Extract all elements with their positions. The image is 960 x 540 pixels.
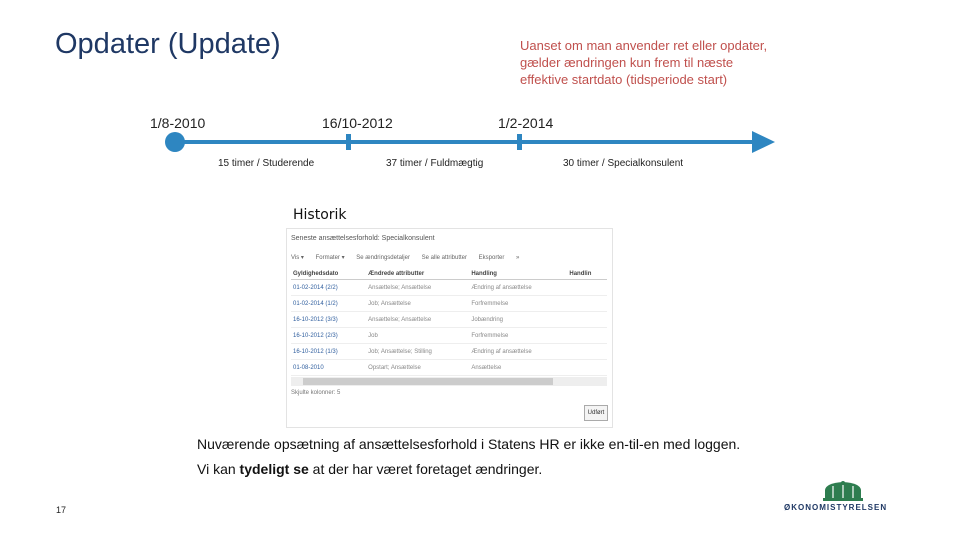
timeline-date: 16/10-2012 xyxy=(322,115,393,131)
note-line: Uanset om man anvender ret eller opdater, xyxy=(520,38,768,53)
timeline-arrowhead xyxy=(752,131,775,153)
timeline-date: 1/2-2014 xyxy=(498,115,554,131)
history-heading: Historik xyxy=(293,207,347,223)
timeline-tick-marker xyxy=(517,134,522,150)
table-cell[interactable]: 16-10-2012 (2/3) xyxy=(291,328,366,344)
timeline-tick-marker xyxy=(346,134,351,150)
history-caption: Seneste ansættelsesforhold: Specialkonsulent xyxy=(291,235,435,242)
horizontal-scrollbar[interactable] xyxy=(291,377,607,386)
table-row[interactable] xyxy=(291,296,607,312)
note-line: gælder ændringen kun frem til næste xyxy=(520,55,734,70)
table-cell[interactable]: 01-08-2010 xyxy=(291,360,366,376)
done-button[interactable]: Udført xyxy=(584,405,608,421)
change-details-button[interactable]: Se ændringsdetaljer xyxy=(356,255,410,261)
table-row[interactable] xyxy=(291,328,607,344)
table-row[interactable] xyxy=(291,312,607,328)
scrollbar-thumb[interactable] xyxy=(303,378,553,385)
column-header[interactable]: Handling xyxy=(469,268,567,280)
table-cell: Ændring af ansættelse xyxy=(469,280,567,296)
table-cell xyxy=(567,312,607,328)
table-cell: Ansættelse xyxy=(469,360,567,376)
table-cell[interactable]: 16-10-2012 (1/3) xyxy=(291,344,366,360)
table-cell: Ansættelse; Ansættelse xyxy=(366,280,469,296)
body-text-line: Nuværende opsætning af ansættelsesforhold i Statens HR er ikke en-til-en med loggen. xyxy=(197,436,741,452)
column-header[interactable]: Gyldighedsdato xyxy=(291,268,366,280)
table-cell: Ansættelse; Ansættelse xyxy=(366,312,469,328)
body-text: Vi kan xyxy=(197,461,240,477)
timeline-period: 15 timer / Studerende xyxy=(218,158,315,169)
export-button[interactable]: Eksporter xyxy=(478,255,505,261)
table-cell: Job xyxy=(366,328,469,344)
table-row[interactable] xyxy=(291,360,607,376)
logo xyxy=(780,480,910,516)
body-emphasis: tydeligt se xyxy=(239,461,309,477)
all-attributes-button[interactable]: Se alle attributter xyxy=(421,255,467,261)
table-cell xyxy=(567,280,607,296)
timeline-period: 30 timer / Specialkonsulent xyxy=(563,158,684,169)
timeline-period: 37 timer / Fuldmægtig xyxy=(386,158,484,169)
format-menu[interactable]: Formater ▾ xyxy=(315,255,345,261)
table-cell: Ændring af ansættelse xyxy=(469,344,567,360)
body-text: at der har været foretaget ændringer. xyxy=(308,461,543,477)
note-line: effektive startdato (tidsperiode start) xyxy=(520,72,728,87)
table-cell: Forfremmelse xyxy=(469,328,567,344)
history-toolbar xyxy=(291,254,607,266)
crown-icon xyxy=(780,480,910,502)
table-cell[interactable]: 16-10-2012 (3/3) xyxy=(291,312,366,328)
table-cell: Forfremmelse xyxy=(469,296,567,312)
table-row[interactable] xyxy=(291,280,607,296)
table-cell: Opstart; Ansættelse xyxy=(366,360,469,376)
page-number: 17 xyxy=(56,505,67,515)
column-header[interactable]: Handlin xyxy=(567,268,607,280)
body-text-line xyxy=(197,461,542,477)
table-cell xyxy=(567,344,607,360)
table-cell: Jobændring xyxy=(469,312,567,328)
timeline-diagram xyxy=(0,0,960,180)
logo-text: ØKONOMISTYRELSEN xyxy=(784,503,888,512)
history-screenshot xyxy=(286,228,613,428)
more-icon[interactable]: » xyxy=(516,255,520,261)
history-table xyxy=(291,268,607,376)
table-cell xyxy=(567,328,607,344)
table-cell xyxy=(567,360,607,376)
table-row[interactable] xyxy=(291,344,607,360)
table-cell xyxy=(567,296,607,312)
table-cell[interactable]: 01-02-2014 (2/2) xyxy=(291,280,366,296)
timeline-start-marker xyxy=(165,132,185,152)
view-menu[interactable]: Vis ▾ xyxy=(291,255,304,261)
hidden-columns-label: Skjulte kolonner: 5 xyxy=(291,390,341,396)
timeline-date: 1/8-2010 xyxy=(150,115,206,131)
table-cell: Job; Ansættelse; Stilling xyxy=(366,344,469,360)
slide-title: Opdater (Update) xyxy=(55,28,281,60)
table-cell[interactable]: 01-02-2014 (1/2) xyxy=(291,296,366,312)
column-header[interactable]: Ændrede attributter xyxy=(366,268,469,280)
table-cell: Job; Ansættelse xyxy=(366,296,469,312)
